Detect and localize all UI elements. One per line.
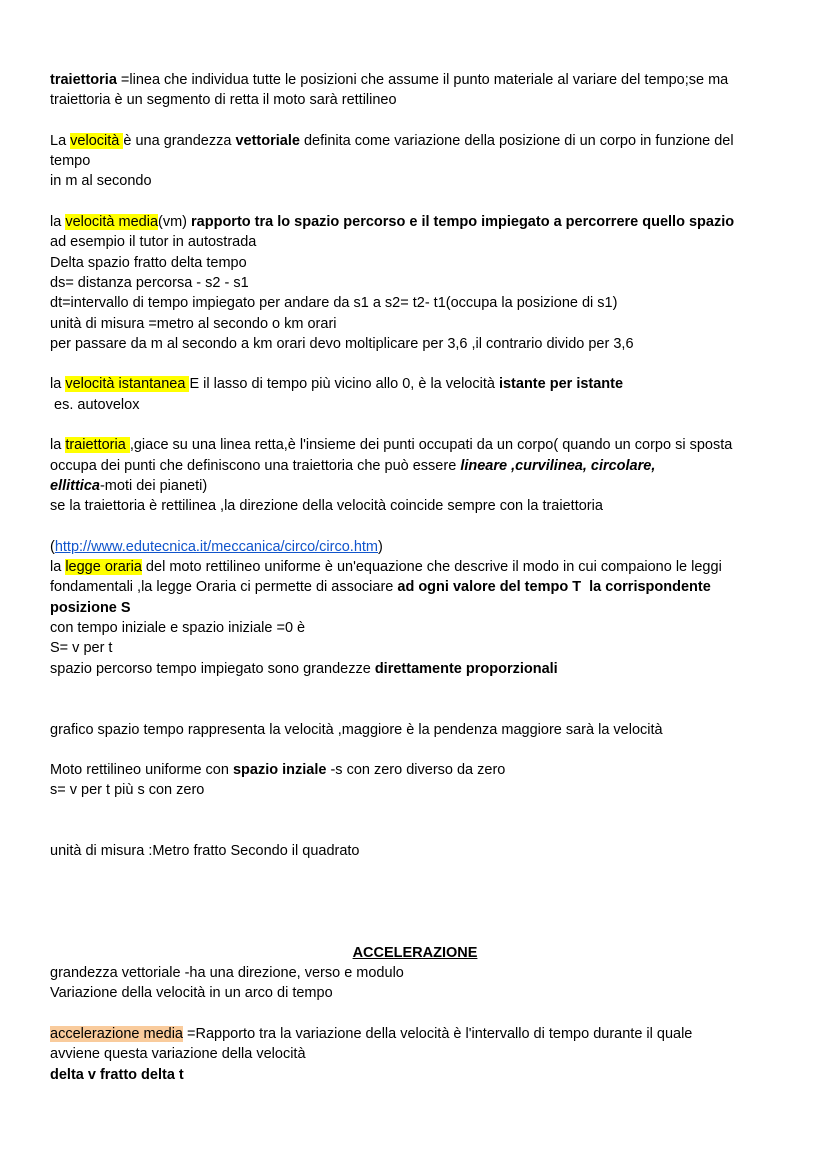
bold-italic-types: lineare ,curvilinea, circolare, <box>460 457 656 474</box>
average-velocity-line-4: ds= distanza percorsa - s2 - s1 <box>50 274 249 291</box>
law-line-3: posizione S <box>50 599 131 616</box>
trajectory-line-1: la traiettoria ,giace su una linea retta,è l'insieme dei punti occupati da un corpo( quando un corpo si sposta <box>50 437 733 454</box>
law-line-4: con tempo iniziale e spazio iniziale =0 è <box>50 620 306 637</box>
bold-istante: istante per istante <box>498 376 624 393</box>
law-line-6: spazio percorso tempo impiegato sono grandezze direttamente proporzionali <box>50 660 558 677</box>
uniform-motion-line-1: Moto rettilineo uniforme con spazio inziale -s con zero diverso da zero <box>50 762 506 779</box>
bold-spazio-iniziale: spazio inziale <box>232 762 327 779</box>
average-velocity-line-6: unità di misura =metro al secondo o km orari <box>50 315 337 332</box>
highlight-velocita: velocità <box>70 132 124 149</box>
edutecnica-link[interactable]: http://www.edutecnica.it/meccanica/circo/circo.htm <box>54 538 378 555</box>
trajectory-definition-line-1 <box>50 70 780 90</box>
text: =linea che individua tutte le posizioni che assume il punto materiale al variare del tempo;se ma <box>116 72 729 88</box>
law-line-5: S= v per t <box>50 640 113 657</box>
highlight-legge-oraria: legge oraria <box>65 559 142 576</box>
velocity-definition-line-3: in m al secondo <box>50 173 152 190</box>
average-velocity-line-7: per passare da m al secondo a km orari devo moltiplicare per 3,6 ,il contrario divido per 3,6 <box>50 335 634 352</box>
bold-law: ad ogni valore del tempo T la corrispondente <box>397 579 711 596</box>
acceleration-line-2: Variazione della velocità in un arco di tempo <box>50 985 333 1002</box>
document-page <box>50 70 780 1085</box>
bold-proportional: direttamente proporzionali <box>374 660 558 677</box>
average-acceleration-line-2: avviene questa variazione della velocità <box>50 1046 306 1063</box>
highlight-accelerazione-media: accelerazione media <box>50 1025 183 1042</box>
link-line: (http://www.edutecnica.it/meccanica/circo/circo.htm) <box>50 538 383 555</box>
trajectory-line-2: occupa dei punti che definiscono una traiettoria che può essere lineare ,curvilinea, circolare, <box>50 457 656 474</box>
average-acceleration-line-1: accelerazione media =Rapporto tra la variazione della velocità è l'intervallo di tempo durante il quale <box>50 1025 693 1042</box>
trajectory-line-4: se la traiettoria è rettilinea ,la direzione della velocità coincide sempre con la traiettoria <box>50 498 603 515</box>
velocity-definition-line-1: La velocità è una grandezza vettoriale definita come variazione della posizione di un corpo in funzione del <box>50 132 734 149</box>
unit-line: unità di misura :Metro fratto Secondo il quadrato <box>50 843 360 860</box>
velocity-definition-line-2: tempo <box>50 153 91 170</box>
law-line-1: la legge oraria del moto rettilineo uniforme è un'equazione che descrive il modo in cui compaiono le leggi <box>50 559 722 576</box>
term-traiettoria: traiettoria <box>50 72 117 88</box>
highlight-velocita-istantanea: velocità istantanea <box>65 376 190 393</box>
uniform-motion-line-2: s= v per t più s con zero <box>50 782 205 799</box>
acceleration-line-1: grandezza vettoriale -ha una direzione, verso e modulo <box>50 965 404 982</box>
highlight-velocita-media: velocità media <box>65 214 159 231</box>
average-acceleration-line-3: delta v fratto delta t <box>50 1066 184 1083</box>
bold-italic-ellittica: ellittica <box>50 477 100 494</box>
law-line-2: fondamentali ,la legge Oraria ci permette di associare ad ogni valore del tempo T la corrispondente <box>50 579 711 596</box>
average-velocity-line-2: ad esempio il tutor in autostrada <box>50 234 257 251</box>
trajectory-definition-line-2: traiettoria è un segmento di retta il moto sarà rettilineo <box>50 92 397 109</box>
section-heading-accelerazione: ACCELERAZIONE <box>352 944 478 961</box>
instant-velocity-line-1: la velocità istantanea E il lasso di tempo più vicino allo 0, è la velocità istante per istante <box>50 376 624 393</box>
average-velocity-line-1: la velocità media(vm) rapporto tra lo spazio percorso e il tempo impiegato a percorrere quello spazio <box>50 214 735 231</box>
trajectory-line-3: ellittica-moti dei pianeti) <box>50 477 208 494</box>
bold-definition: rapporto tra lo spazio percorso e il tempo impiegato a percorrere quello spazio <box>191 214 735 231</box>
graph-line: grafico spazio tempo rappresenta la velocità ,maggiore è la pendenza maggiore sarà la velocità <box>50 721 663 738</box>
average-velocity-line-5: dt=intervallo di tempo impiegato per andare da s1 a s2= t2- t1(occupa la posizione di s1) <box>50 295 618 312</box>
instant-velocity-line-2: es. autovelox <box>50 396 140 413</box>
term-vettoriale: vettoriale <box>235 132 300 149</box>
highlight-traiettoria: traiettoria <box>65 437 130 454</box>
average-velocity-line-3: Delta spazio fratto delta tempo <box>50 254 247 271</box>
